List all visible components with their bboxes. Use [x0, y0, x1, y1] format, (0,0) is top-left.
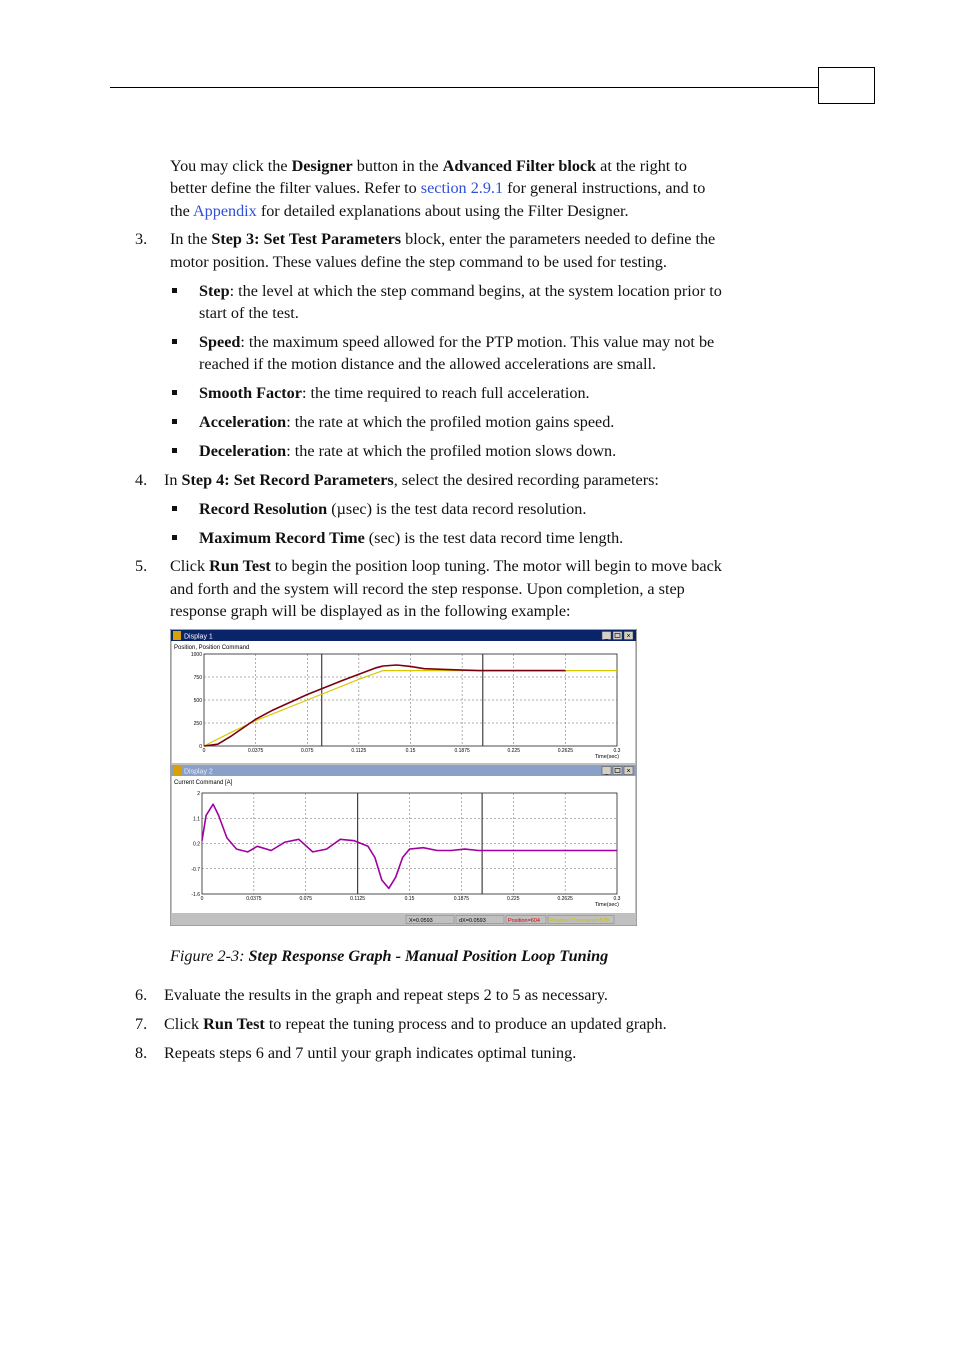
bullet-step-cont: start of the test. [199, 304, 299, 322]
y-tick-label: 0.2 [193, 841, 200, 848]
text: to repeat the tuning process and to produce an updated graph. [264, 1015, 667, 1033]
x-tick-label: 0.0375 [246, 896, 262, 902]
x-tick-label: 0.1875 [454, 748, 470, 754]
step3-term: Step 3: Set Test Parameters [211, 230, 402, 248]
display2-window-buttons[interactable] [602, 767, 633, 776]
step-7-line [164, 1013, 667, 1036]
step-6-text: Evaluate the results in the graph and repeat steps 2 to 5 as necessary. [164, 986, 608, 1004]
y-tick-label: 250 [193, 721, 202, 727]
app-icon [173, 766, 181, 775]
text: , select the desired recording parameters: [393, 471, 659, 489]
app-icon [173, 631, 181, 640]
bullet-record-res [199, 498, 586, 521]
term: Deceleration [199, 442, 287, 460]
x-tick-label: 0.3 [613, 748, 621, 754]
x-tick-label: 0.225 [507, 748, 521, 754]
maximize-button[interactable] [613, 632, 622, 640]
text: better define the filter values. Refer to [170, 179, 421, 197]
y-tick-label: 500 [193, 698, 202, 704]
x-tick-label: 0.1125 [350, 896, 366, 902]
text: : the maximum speed allowed for the PTP motion. This value may not be [240, 333, 715, 351]
bullet-icon [172, 448, 177, 453]
display2-plot [191, 791, 620, 908]
text: for detailed explanations about using the Filter Designer. [256, 202, 629, 220]
bullet-speed-cont: reached if the motion distance and the allowed accelerations are small. [199, 355, 657, 373]
y-tick-label: 0 [199, 744, 202, 750]
y-tick-label: 1000 [190, 652, 202, 658]
x-tick-label: 0 [200, 896, 204, 902]
close-icon: × [626, 768, 631, 775]
text: (µsec) is the test data record resolution. [327, 500, 587, 518]
term: Speed [199, 333, 241, 351]
caption-prefix: Figure 2-3: [170, 947, 249, 965]
intro-line-3 [170, 200, 629, 223]
step-response-figure [170, 629, 637, 926]
page-number-box [818, 67, 875, 104]
step-5-line-3: response graph will be displayed as in the following example: [170, 602, 571, 620]
y-tick-label: 750 [193, 675, 202, 681]
y-tick-label: -1.6 [191, 892, 200, 898]
text: Click [170, 557, 210, 575]
display2-title: Display 2 [184, 768, 213, 776]
term: Maximum Record Time [199, 529, 365, 547]
run-test-term: Run Test [209, 557, 271, 575]
text: for general instructions, and to [503, 179, 706, 197]
caption-title: Step Response Graph - Manual Position Loop Tuning [248, 947, 609, 965]
step-3-number: 3. [135, 230, 148, 248]
text: to begin the position loop tuning. The motor will begin to move back [270, 557, 722, 575]
display1-titlebar[interactable] [171, 630, 636, 641]
step4-term: Step 4: Set Record Parameters [181, 471, 394, 489]
close-icon: × [626, 633, 631, 640]
bullet-icon [172, 288, 177, 293]
maximize-button[interactable] [613, 767, 622, 775]
intro-line-1 [170, 155, 687, 178]
bullet-icon [172, 339, 177, 344]
text: at the right to [596, 157, 687, 175]
step-3-line-1 [170, 228, 715, 251]
status-position-command: Position Command=578 [550, 918, 609, 924]
x-axis-label: Time(sec) [594, 754, 619, 760]
x-tick-label: 0.225 [506, 896, 520, 902]
step-5-number: 5. [135, 557, 148, 575]
status-position: Position=604 [508, 918, 540, 924]
y-tick-label: 2 [197, 791, 200, 797]
text: In the [170, 230, 212, 248]
term: Step [199, 282, 230, 300]
bullet-smooth [199, 382, 590, 405]
text: the [170, 202, 193, 220]
x-tick-label: 0.1125 [351, 748, 367, 754]
step-5-line-2: and forth and the system will record the step response. Upon completion, a step [170, 580, 685, 598]
display1-plot [191, 652, 621, 760]
header-rule [110, 87, 818, 88]
x-tick-label: 0.075 [299, 896, 313, 902]
bullet-icon [172, 390, 177, 395]
x-tick-label: 0.15 [405, 748, 416, 754]
display2-series-label: Current Command [A] [174, 780, 233, 786]
x-tick-label: 0.075 [300, 748, 314, 754]
x-tick-label: 0.1875 [453, 896, 470, 902]
status-dx: dX=0.0593 [459, 918, 486, 924]
text: : the time required to reach full acceleration. [301, 384, 590, 402]
text: Click [164, 1015, 204, 1033]
display1-window-buttons[interactable] [602, 632, 633, 641]
figure-caption [170, 945, 608, 967]
status-x: X=0.0593 [409, 918, 433, 924]
bullet-step [199, 280, 722, 303]
bullet-accel [199, 411, 614, 434]
text: In [164, 471, 182, 489]
display2-titlebar[interactable] [171, 765, 636, 776]
advanced-filter-term: Advanced Filter block [442, 157, 597, 175]
bullet-icon [172, 419, 177, 424]
step-4-number: 4. [135, 471, 148, 489]
x-tick-label: 0.2625 [557, 896, 573, 902]
minimize-icon: _ [604, 634, 609, 640]
appendix-link[interactable]: Appendix [192, 202, 257, 220]
x-tick-label: 0.0375 [247, 748, 264, 754]
text: block, enter the parameters needed to define the [401, 230, 716, 248]
step-8-number: 8. [135, 1044, 148, 1062]
intro-line-2 [170, 177, 705, 200]
text: : the rate at which the profiled motion slows down. [286, 442, 617, 460]
step-4-line [164, 469, 659, 492]
bullet-decel [199, 440, 616, 463]
x-tick-label: 0 [202, 748, 206, 754]
x-axis-label: Time(sec) [594, 902, 619, 908]
display1-series-label: Position, Position Command [174, 645, 250, 651]
run-test-term: Run Test [203, 1015, 265, 1033]
y-tick-label: -0.7 [191, 866, 200, 873]
step-7-number: 7. [135, 1015, 148, 1033]
section-link[interactable]: section 2.9.1 [420, 179, 504, 197]
step-6-number: 6. [135, 986, 148, 1004]
x-tick-label: 0.15 [404, 896, 415, 902]
minimize-icon: _ [604, 769, 609, 775]
step-3-line-2: motor position. These values define the step command to be used for testing. [170, 253, 667, 271]
term: Smooth Factor [199, 384, 302, 402]
step-8-text: Repeats steps 6 and 7 until your graph indicates optimal tuning. [164, 1044, 577, 1062]
figure-svg [170, 629, 637, 926]
step-5-line-1 [170, 555, 722, 578]
term: Record Resolution [199, 500, 328, 518]
text: button in the [352, 157, 443, 175]
x-tick-label: 0.2625 [557, 748, 574, 754]
designer-term: Designer [291, 157, 353, 175]
term: Acceleration [199, 413, 287, 431]
bullet-record-time [199, 527, 623, 550]
x-tick-label: 0.3 [613, 896, 621, 902]
text: : the level at which the step command begins, at the system location prior to [229, 282, 722, 300]
bullet-icon [172, 506, 177, 511]
bullet-icon [172, 535, 177, 540]
text: : the rate at which the profiled motion gains speed. [286, 413, 615, 431]
text: (sec) is the test data record time length. [364, 529, 624, 547]
bullet-speed [199, 331, 714, 354]
text: You may click the [170, 157, 292, 175]
y-tick-label: 1.1 [193, 816, 200, 823]
display1-title: Display 1 [184, 633, 213, 641]
